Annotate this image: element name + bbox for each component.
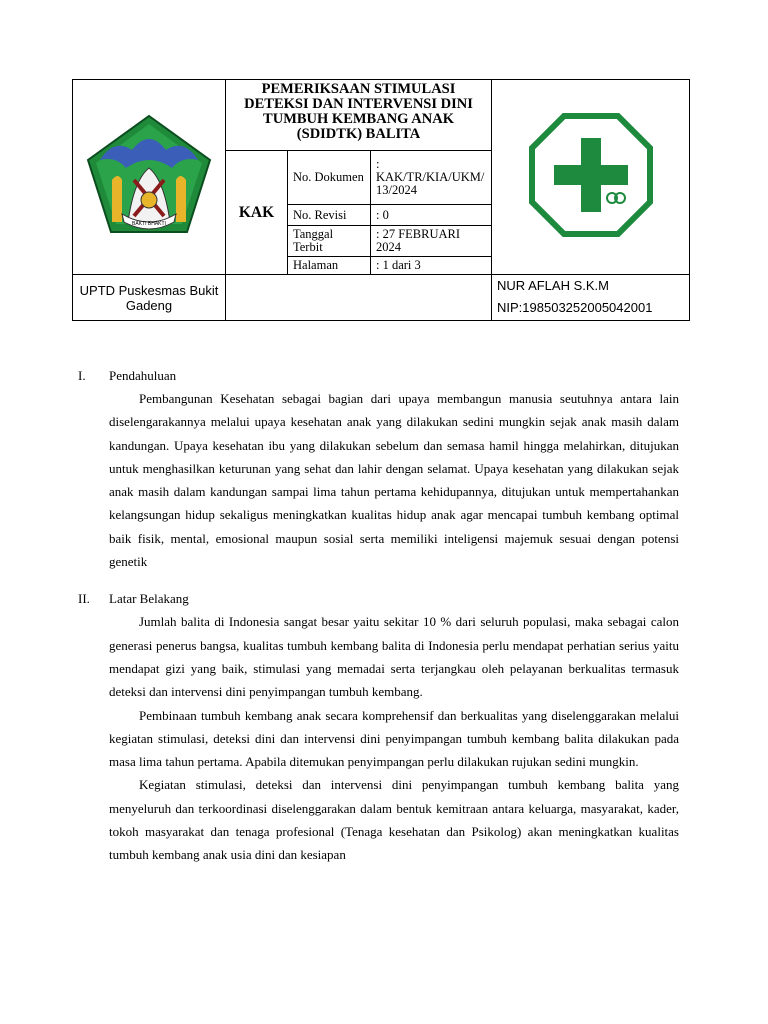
issue-date-value: : 27 FEBRUARI 2024 [371,226,492,257]
paragraph: Pembangunan Kesehatan sebagai bagian dari upaya membangun manusia seutuhnya antara lain diselengarakannya melalui upaya kesehatan anak yang dilakukan sedini mungkin sejak anak masih dalam kandungan. Upaya kesehatan ibu yang dilakukan sebelum dan semasa hamil hingga melahirkan, ditujukan untuk menghasilkan keturunan yang sehat dan lahir dengan selamat. Upaya kesehatan yang dilakukan sejak anak masih dalam kandungan sampai lima tahun pertama kehidupannya, ditujukan untuk mempertahankan kelangsungan hidup sekaligus meningkatkan kualitas hidup anak agar mencapai tumbuh kembang optimal baik fisik, mental, emosional maupun sosial serta memiliki inteligensi majemuk sesuai dengan potensi genetik [109,391,679,570]
section-title: Latar Belakang [109,591,189,607]
regency-emblem-icon [82,110,217,240]
paragraph: Pembinaan tumbuh kembang anak secara komprehensif dan berkualitas yang diselenggarakan melalui kegiatan stimulasi, deteksi dini dan intervensi dini penyimpangan tumbuh kembang balita dilakukan pada masa lima tahun pertama. Apabila ditemukan penyimpangan perlu dilakukan rujukan sedini mungkin. [109,707,679,770]
puskesmas-logo-icon [526,110,656,240]
puskesmas-logo-cell [492,80,690,275]
paragraph: Jumlah balita di Indonesia sangat besar yaitu sekitar 10 % dari seluruh populasi, maka sebagai calon generasi penerus bangsa, kualitas tumbuh kembang balita di Indonesia perlu mendapat perhatian serius yaitu mendapat gizi yang baik, stimulasi yang memadai serta terjangkau oleh pelayanan berkualitas termasuk deteksi dan intervensi dini penyimpangan tumbuh kembang. [109,614,679,700]
section-title: Pendahuluan [109,368,177,383]
document-title: PEMERIKSAAN STIMULASI DETEKSI DAN INTERVENSI DINI TUMBUH KEMBANG ANAK (SDIDTK) BALITA [226,80,492,151]
document-header-table [72,79,690,321]
page-label: Halaman [288,257,371,275]
signer-nip: NIP:198503252005042001 [497,300,653,315]
doc-number-value: : KAK/TR/KIA/UKM/ 13/2024 [371,151,492,205]
regency-logo-cell [73,80,226,275]
issue-date-label: Tanggal Terbit [288,226,371,257]
organization-name: UPTD Puskesmas Bukit Gadeng [73,275,226,321]
section-number: I. [78,368,86,383]
document-body [78,364,679,867]
section-heading [78,587,679,610]
doc-number-label: No. Dokumen [288,151,371,205]
signer-block [492,275,690,321]
section-number: II. [78,591,90,607]
kak-label: KAK [226,151,288,275]
page-value: : 1 dari 3 [371,257,492,275]
emblem-motto-text: BAKTI BHAKTI [131,220,166,227]
paragraph: Kegiatan stimulasi, deteksi dan intervensi dini penyimpangan tumbuh kembang balita yang menyeluruh dan terkoordinasi diselenggarakan dalam bentuk kemitraan antara keluarga, masyarakat, kader, tokoh masyarakat dan tenaga profesional (Tenaga kesehatan dan Psikolog) akan meningkatkan kualitas tumbuh kembang anak usia dini dan kesiapan [109,777,679,863]
signer-name: NUR AFLAH S.K.M [497,278,609,293]
blank-cell [226,275,492,321]
revision-value: : 0 [371,205,492,226]
revision-label: No. Revisi [288,205,371,226]
section-heading [78,364,679,387]
